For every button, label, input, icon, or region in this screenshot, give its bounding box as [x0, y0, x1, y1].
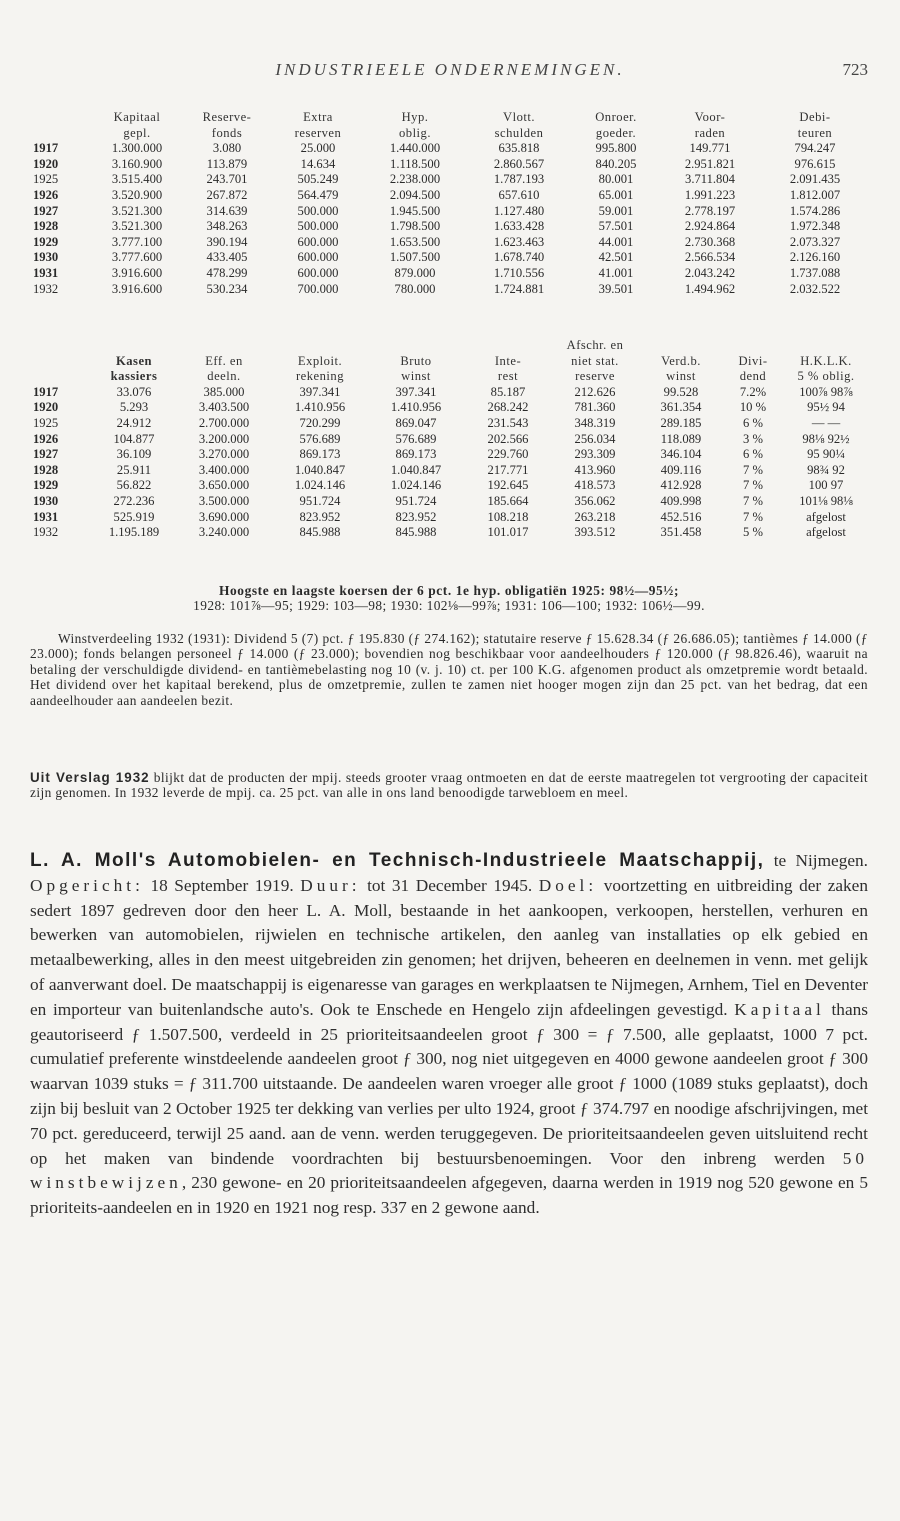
table-cell: 635.818 — [498, 141, 540, 156]
table-cell: 1.653.500 — [389, 234, 441, 249]
table-cell: 3.160.900 — [111, 156, 163, 171]
table-cell: 98⅛ 92½ — [802, 431, 850, 446]
table-cell: 869.173 — [299, 447, 341, 462]
table-cell: 3.080 — [212, 141, 242, 156]
column-header — [782, 338, 870, 354]
table-cell: 3.690.000 — [198, 509, 250, 524]
table-cell: 348.263 — [206, 219, 248, 234]
table-row — [30, 219, 870, 235]
table-cell: 267.872 — [206, 187, 248, 202]
table-cell: 869.173 — [395, 447, 437, 462]
table-cell: 1.300.000 — [111, 141, 163, 156]
column-header: reserve — [575, 369, 615, 384]
year-cell: 1925 — [33, 415, 59, 430]
founded-label: Opgericht: — [30, 875, 144, 895]
table-row — [30, 494, 870, 510]
bond-courses-line-2: 1928: 101⅞—95; 1929: 103—98; 1930: 102⅛—99⅞; 1931: 106—100; 1932: 106½—99. — [193, 598, 705, 614]
bond-courses-line-1: Hoogste en laagste koersen der 6 pct. 1e hyp. obligatiën 1925: 98½—95½; — [218, 583, 680, 598]
year-cell: 1917 — [33, 141, 59, 156]
table-cell: 36.109 — [116, 447, 152, 462]
table-cell: 101.017 — [487, 525, 529, 540]
capital-label: Kapitaal — [734, 999, 825, 1019]
table-cell: 268.242 — [487, 400, 529, 415]
table-cell: 500.000 — [297, 219, 339, 234]
table-cell: 2.924.864 — [684, 219, 736, 234]
column-header — [30, 110, 92, 126]
header-row — [30, 110, 870, 126]
table-cell: 3.777.600 — [111, 250, 163, 265]
table-cell: 397.341 — [395, 384, 437, 399]
table-cell: 7 % — [743, 462, 763, 477]
table-cell: — — — [811, 415, 841, 430]
year-cell: 1927 — [33, 447, 59, 462]
table-cell: 1.623.463 — [493, 234, 545, 249]
table-cell: 95½ 94 — [807, 400, 845, 415]
column-header: niet stat. — [571, 353, 619, 368]
table-cell: 314.639 — [206, 203, 248, 218]
table-cell: 2.860.567 — [493, 156, 545, 171]
table-cell: 41.001 — [598, 265, 634, 280]
column-header — [638, 338, 724, 354]
table-cell: 397.341 — [299, 384, 341, 399]
table-cell: 149.771 — [689, 141, 731, 156]
table-cell: 500.000 — [297, 203, 339, 218]
year-cell: 1931 — [33, 265, 59, 280]
table-cell: afgelost — [806, 509, 846, 524]
table-cell: 346.104 — [660, 447, 702, 462]
year-cell: 1929 — [33, 234, 59, 249]
table-cell: 2.073.327 — [789, 234, 841, 249]
table-cell: 525.919 — [113, 509, 155, 524]
table-cell: 478.299 — [206, 265, 248, 280]
column-header: Kapitaal — [113, 110, 161, 124]
column-header: teuren — [797, 125, 833, 140]
table-cell: 25.000 — [300, 141, 336, 156]
table-cell: 433.405 — [206, 250, 248, 265]
table-cell: 409.116 — [660, 462, 702, 477]
table-row — [30, 432, 870, 448]
table-row — [30, 204, 870, 220]
table-cell: 1.507.500 — [389, 250, 441, 265]
year-cell: 1930 — [33, 493, 59, 508]
table-cell: 409.998 — [660, 493, 702, 508]
table-cell: 995.800 — [595, 141, 637, 156]
company-text: 18 September 1919. — [143, 875, 301, 895]
year-cell: 1925 — [33, 172, 59, 187]
column-header: deeln. — [207, 369, 241, 384]
table-cell: 2.566.534 — [684, 250, 736, 265]
table-cell: 418.573 — [574, 478, 616, 493]
table-row — [30, 250, 870, 266]
table-row — [30, 416, 870, 432]
table-cell: 1.195.189 — [108, 525, 160, 540]
table-row — [30, 385, 870, 401]
table-row — [30, 235, 870, 251]
column-header: Afschr. en — [566, 338, 624, 352]
table-row — [30, 141, 870, 157]
table-cell: 65.001 — [598, 187, 634, 202]
table-row — [30, 463, 870, 479]
table-cell: 2.951.821 — [684, 156, 736, 171]
table-cell: 263.218 — [574, 509, 616, 524]
table-cell: 44.001 — [598, 234, 634, 249]
company-text: voortzetting en uitbreiding der zaken sedert 1897 gedreven door den heer L. A. Moll, bestaande in het aankoopen, verkoopen, herstellen, verhuren en bewerken van automobielen, rijwielen en technische artikelen, den aanleg van installaties op elk gebied en metaalbewerking, alles in den meest uitgebreiden zin genomen; het drijven, beheeren en deelnemen in venn. met gelijk of aanverwant doel. De maatschappij is eigenaresse van garages en werkplaatsen te Nijmegen, Arnhem, Tiel en Deventer en importeur van buitenlandsche auto's. Ook te Enschede en Hengelo zijn afdeelingen gevestigd. — [30, 875, 868, 1019]
duration-label: Duur: — [300, 875, 361, 895]
year-cell: 1929 — [33, 478, 59, 493]
table-row — [30, 510, 870, 526]
column-header: Debi- — [799, 110, 831, 124]
table-cell: 3.500.000 — [198, 493, 250, 508]
table-cell: 99.528 — [663, 384, 699, 399]
table-cell: 1.440.000 — [389, 141, 441, 156]
column-header — [92, 338, 176, 354]
table-cell: 57.501 — [598, 219, 634, 234]
table-cell: 3.521.300 — [111, 219, 163, 234]
table-cell: 2.700.000 — [198, 415, 250, 430]
company-entry — [30, 849, 868, 1221]
column-header: gepl. — [123, 125, 151, 140]
table-cell: 390.194 — [206, 234, 248, 249]
table-cell: 2.094.500 — [389, 187, 441, 202]
table-cell: 3.777.100 — [111, 234, 163, 249]
table-cell: 1.945.500 — [389, 203, 441, 218]
table-cell: 1.724.881 — [493, 281, 545, 296]
table-cell: 413.960 — [574, 462, 616, 477]
table-cell: 452.516 — [660, 509, 702, 524]
balance-table — [30, 110, 870, 297]
table-cell: 657.610 — [498, 187, 540, 202]
table-cell: 3.711.804 — [685, 172, 735, 187]
table-cell: 356.062 — [574, 493, 616, 508]
table-cell: 1.118.500 — [390, 156, 440, 171]
table-cell: 823.952 — [395, 509, 437, 524]
table-cell: 101⅛ 98⅛ — [799, 493, 853, 508]
table-row — [30, 447, 870, 463]
profit-certificates-label: 50 winstbewijzen — [30, 1148, 868, 1193]
table-cell: 1.574.286 — [789, 203, 841, 218]
table-cell: 1.991.223 — [684, 187, 736, 202]
column-header — [30, 369, 92, 385]
results-table — [30, 338, 870, 541]
table-cell: 1.798.500 — [389, 219, 441, 234]
header-row — [30, 369, 870, 385]
year-cell: 1928 — [33, 462, 59, 477]
table-row — [30, 478, 870, 494]
table-cell: 108.218 — [487, 509, 529, 524]
table-cell: 951.724 — [395, 493, 437, 508]
column-header: fonds — [211, 125, 243, 140]
table-cell: 7 % — [743, 478, 763, 493]
table-cell: 1.710.556 — [493, 265, 545, 280]
bond-courses-note — [30, 583, 868, 614]
page-number: 723 — [842, 60, 868, 79]
column-header: Voor- — [694, 110, 726, 124]
report-lead: Uit Verslag 1932 — [30, 770, 150, 785]
table-cell: 869.047 — [395, 415, 437, 430]
table-cell: 840.205 — [595, 156, 637, 171]
year-cell: 1932 — [33, 281, 59, 296]
table-cell: 7 % — [743, 493, 763, 508]
table-cell: 293.309 — [574, 447, 616, 462]
running-head-title: INDUSTRIEELE ONDERNEMINGEN. — [275, 60, 625, 79]
table-row — [30, 157, 870, 173]
column-header: goeder. — [595, 125, 637, 140]
purpose-label: Doel: — [538, 875, 598, 895]
table-cell: 3.400.000 — [198, 462, 250, 477]
table-cell: 3.270.000 — [198, 447, 250, 462]
table-cell: 25.911 — [116, 462, 152, 477]
table-cell: 256.034 — [574, 431, 616, 446]
column-header: Divi- — [738, 353, 768, 368]
table-row — [30, 525, 870, 541]
column-header: Reserve- — [202, 110, 252, 124]
table-cell: 600.000 — [297, 234, 339, 249]
table-cell: afgelost — [806, 525, 846, 540]
table-cell: 192.645 — [487, 478, 529, 493]
column-header: reserven — [294, 125, 342, 140]
table-row — [30, 400, 870, 416]
table-cell: 3.403.500 — [198, 400, 250, 415]
year-cell: 1926 — [33, 187, 59, 202]
table-cell: 3.650.000 — [198, 478, 250, 493]
year-cell: 1927 — [33, 203, 59, 218]
table-cell: 1.410.956 — [294, 400, 346, 415]
table-cell: 393.512 — [574, 525, 616, 540]
table-cell: 14.634 — [300, 156, 336, 171]
table-cell: 700.000 — [297, 281, 339, 296]
year-cell: 1917 — [33, 384, 59, 399]
column-header — [30, 338, 92, 354]
table-cell: 600.000 — [297, 250, 339, 265]
table-cell: 243.701 — [206, 172, 248, 187]
header-row — [30, 126, 870, 142]
table-cell: 2.091.435 — [789, 172, 841, 187]
column-header: dend — [739, 369, 767, 384]
column-header: rekening — [295, 369, 345, 384]
table-cell: 1.812.007 — [789, 187, 841, 202]
table-cell: 348.319 — [574, 415, 616, 430]
column-header — [464, 338, 552, 354]
table-cell: 1.024.146 — [390, 478, 442, 493]
table-cell: 217.771 — [487, 462, 529, 477]
year-cell: 1931 — [33, 509, 59, 524]
table-cell: 98¾ 92 — [807, 462, 845, 477]
company-name: L. A. Moll's Automobielen- en Technisch-Industrieele Maatschappij, — [30, 850, 765, 871]
table-cell: 231.543 — [487, 415, 529, 430]
table-cell: 212.626 — [574, 384, 616, 399]
table-cell: 2.032.522 — [789, 281, 841, 296]
table-cell: 2.730.368 — [684, 234, 736, 249]
table-cell: 564.479 — [297, 187, 339, 202]
table-cell: 5 % — [743, 525, 763, 540]
year-cell: 1930 — [33, 250, 59, 265]
column-header: winst — [666, 369, 696, 384]
column-header: 5 % oblig. — [797, 369, 855, 384]
table-cell: 5.293 — [119, 400, 149, 415]
table-row — [30, 172, 870, 188]
table-cell: 1.787.193 — [493, 172, 545, 187]
column-header: raden — [694, 125, 726, 140]
table-cell: 3 % — [743, 431, 763, 446]
profit-distribution-paragraph: Winstverdeeling 1932 (1931): Dividend 5 (7) pct. ƒ 195.830 (ƒ 274.162); statutaire reserve ƒ 15.628.34 (ƒ 26.686.05); tantièmes ƒ 14.000 (ƒ 23.000); fonds belangen personeel ƒ 14.000 (ƒ 23.000); bovendien nog beschikbaar voor aandeelhouders ƒ 120.000 (ƒ 98.826.46), waaruit na betaling der verschuldigde dividend- en tantièmebelasting nog 10 (v. j. 10) ct. per 100 K.G. afgenomen product als omzetpremie wordt betaald. Het dividend over het kapitaal berekend, plus de omzetpremie, zullen te zamen niet hooger mogen zijn dan 25 pct. van het bedrag, dat een aandeelhouder aan aandeelen bezit. — [30, 631, 868, 708]
table-cell: 3.916.600 — [111, 265, 163, 280]
table-cell: 720.299 — [299, 415, 341, 430]
header-row — [30, 338, 870, 354]
table-cell: 351.458 — [660, 525, 702, 540]
header-row — [30, 354, 870, 370]
table-cell: 385.000 — [203, 384, 245, 399]
column-header — [30, 354, 92, 370]
column-header: rest — [497, 369, 519, 384]
table-cell: 781.360 — [574, 400, 616, 415]
table-cell: 976.615 — [794, 156, 836, 171]
running-head — [0, 60, 900, 86]
company-text: tot 31 December 1945. — [360, 875, 539, 895]
table-cell: 113.879 — [206, 156, 248, 171]
table-cell: 1.024.146 — [294, 478, 346, 493]
table-cell: 780.000 — [394, 281, 436, 296]
table-cell: 185.664 — [487, 493, 529, 508]
column-header: Verd.b. — [661, 353, 701, 368]
company-text: te Nijmegen. — [764, 851, 868, 870]
company-text: thans geautoriseerd ƒ 1.507.500, verdeeld in 25 prioriteitsaandeelen groot ƒ 300 = ƒ 7.500, alle geplaatst, 1000 7 pct. cumulatief preferente winstdeelende aandeelen groot ƒ 300, nog niet uitgegeven en 4000 gewone aandeelen groot ƒ 300 waarvan 1039 stuks = ƒ 311.700 uitstaande. De aandeelen waren vroeger alle groot ƒ 1000 (1089 stuks geplaatst), doch zijn bij besluit van 2 October 1925 ter dekking van verlies per ulto 1924, groot ƒ 374.797 en noodige afschrijvingen, met 70 pct. gereduceerd, terwijl 25 aand. aan de venn. werden teruggegeven. De prioriteitsaandeelen geven uitsluitend recht op het maken van bindende voordrachten bij bestuursbenoemingen. Voor den inbreng werden — [30, 999, 868, 1168]
table-cell: 845.988 — [299, 525, 341, 540]
table-cell: 3.240.000 — [198, 525, 250, 540]
table-cell: 845.988 — [395, 525, 437, 540]
table-cell: 3.515.400 — [111, 172, 163, 187]
table-cell: 104.877 — [113, 431, 155, 446]
table-row — [30, 266, 870, 282]
column-header: kassiers — [110, 369, 158, 384]
table-cell: 33.076 — [116, 384, 152, 399]
column-header: oblig. — [398, 125, 432, 140]
year-cell: 1920 — [33, 156, 59, 171]
column-header: winst — [401, 369, 431, 384]
year-cell: 1932 — [33, 525, 59, 540]
table-cell: 2.043.242 — [684, 265, 736, 280]
column-header: Vlott. — [502, 110, 536, 124]
column-header: Onroer. — [595, 110, 637, 124]
column-header: schulden — [494, 125, 544, 140]
column-header — [724, 338, 782, 354]
table-cell: 24.912 — [116, 415, 152, 430]
year-cell: 1926 — [33, 431, 59, 446]
table-cell: 1.737.088 — [789, 265, 841, 280]
table-cell: 1.494.962 — [684, 281, 736, 296]
table-cell: 118.089 — [660, 431, 702, 446]
table-cell: 56.822 — [116, 478, 152, 493]
table-cell: 1.040.847 — [390, 462, 442, 477]
table-cell: 100 97 — [808, 478, 844, 493]
column-header — [272, 338, 368, 354]
column-header: Inte- — [494, 353, 522, 368]
table-cell: 2.778.197 — [684, 203, 736, 218]
table-cell: 505.249 — [297, 172, 339, 187]
table-cell: 1.633.428 — [493, 219, 545, 234]
column-header: Kasen — [115, 353, 153, 368]
report-paragraph — [30, 770, 868, 801]
column-header: Extra — [303, 110, 333, 124]
table-cell: 794.247 — [794, 141, 836, 156]
table-cell: 95 90¼ — [807, 447, 845, 462]
table-cell: 3.916.600 — [111, 281, 163, 296]
table-cell: 7.2% — [739, 384, 767, 399]
table-cell: 412.928 — [660, 478, 702, 493]
column-header: Bruto — [400, 353, 432, 368]
table-cell: 879.000 — [394, 265, 436, 280]
report-text: blijkt dat de producten der mpij. steeds grooter vraag ontmoeten en dat de eerste maatregelen tot vergrooting der capaciteit zijn genomen. In 1932 leverde de mpij. ca. 25 pct. van alle in ons land benoodigde tarwebloem en meel. — [30, 770, 869, 801]
table-cell: 576.689 — [395, 431, 437, 446]
table-row — [30, 282, 870, 298]
column-header: Exploit. — [297, 353, 343, 368]
table-cell: 1.127.480 — [493, 203, 545, 218]
table-cell: 361.354 — [660, 400, 702, 415]
column-header — [176, 338, 272, 354]
table-cell: 10 % — [739, 400, 767, 415]
table-cell: 951.724 — [299, 493, 341, 508]
table-cell: 6 % — [743, 415, 763, 430]
table-cell: 600.000 — [297, 265, 339, 280]
table-cell: 272.236 — [113, 493, 155, 508]
table-cell: 530.234 — [206, 281, 248, 296]
table-cell: 229.760 — [487, 447, 529, 462]
column-header — [368, 338, 464, 354]
table-cell: 2.126.160 — [789, 250, 841, 265]
table-cell: 85.187 — [490, 384, 526, 399]
table-cell: 289.185 — [660, 415, 702, 430]
column-header: Hyp. — [401, 110, 429, 124]
table-cell: 202.566 — [487, 431, 529, 446]
table-cell: 42.501 — [598, 250, 634, 265]
table-cell: 1.678.740 — [493, 250, 545, 265]
table-cell: 1.410.956 — [390, 400, 442, 415]
table-cell: 823.952 — [299, 509, 341, 524]
table-cell: 1.040.847 — [294, 462, 346, 477]
table-row — [30, 188, 870, 204]
table-cell: 3.520.900 — [111, 187, 163, 202]
table-cell: 2.238.000 — [389, 172, 441, 187]
table-cell: 100⅞ 98⅞ — [799, 384, 853, 399]
table-cell: 576.689 — [299, 431, 341, 446]
year-cell: 1920 — [33, 400, 59, 415]
table-cell: 6 % — [743, 447, 763, 462]
table-cell: 1.972.348 — [789, 219, 841, 234]
column-header: Eff. en — [205, 353, 243, 368]
company-text: , 230 gewone- en 20 prioriteitsaandeelen afgegeven, daarna werden in 1919 nog 520 gewone en 5 prioriteits-aandeelen en in 1920 en 1921 nog resp. 337 en 2 gewone aand. — [30, 1173, 868, 1218]
table-cell: 80.001 — [598, 172, 634, 187]
table-cell: 7 % — [743, 509, 763, 524]
table-cell: 3.521.300 — [111, 203, 163, 218]
column-header — [30, 126, 92, 142]
table-cell: 59.001 — [598, 203, 634, 218]
table-cell: 3.200.000 — [198, 431, 250, 446]
table-cell: 39.501 — [598, 281, 634, 296]
column-header: H.K.L.K. — [800, 353, 852, 368]
year-cell: 1928 — [33, 219, 59, 234]
